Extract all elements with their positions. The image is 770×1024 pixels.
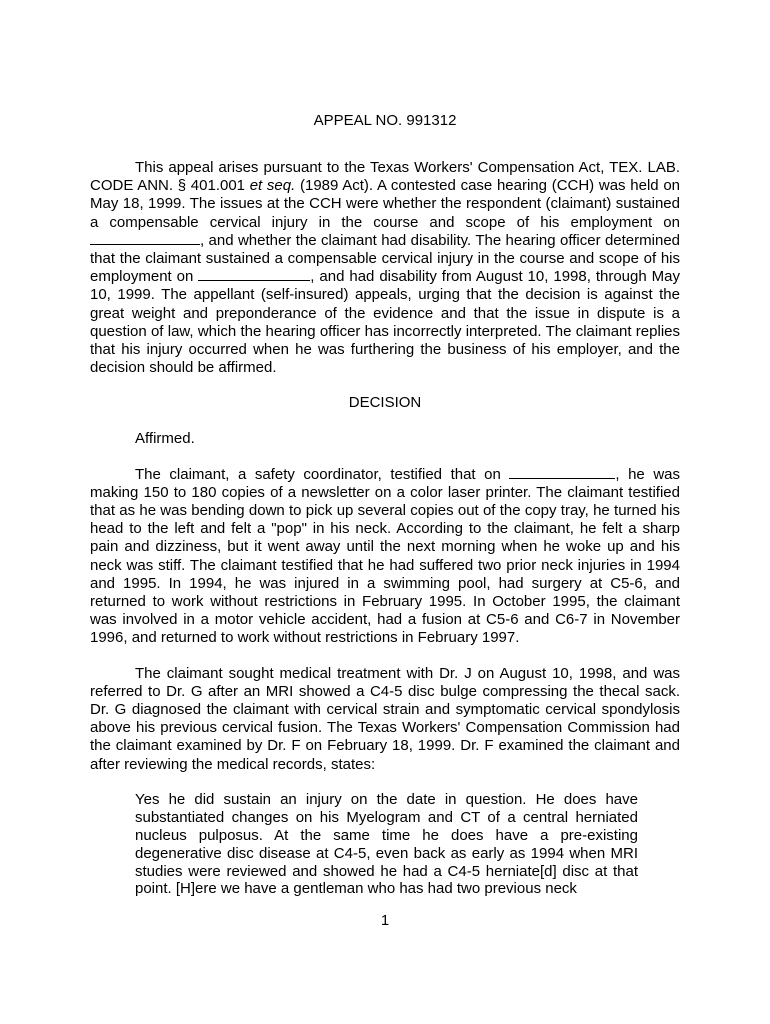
intro-text-4: , and had disability from August 10, 1998, through May 10, 1999. The appellant (self-insured) appeals, urging that the decision is against the great weight and preponderance of the evidence and that the issue in dispute is a question of law, which the hearing officer has incorrectly interpreted. The claimant replies that his injury occurred when he was furthering the business of his employer, and the decision should be affirmed. — [90, 268, 680, 377]
document-page — [90, 112, 680, 898]
intro-italic: et seq. — [249, 177, 296, 195]
block-quote: Yes he did sustain an injury on the date in question. He does have substantiated changes on his Myelogram and CT of a central herniated nucleus pulposus. At the same time he does have a pre-existing degenerative disc disease at C4-5, even back as early as 1994 when MRI studies were reviewed and showed he had a C4-5 herniate[d] disc at that point. [H]ere we have a gentleman who has had two previous neck — [135, 790, 638, 898]
intro-paragraph — [90, 159, 680, 377]
redacted-date-blank — [198, 268, 310, 281]
facts-paragraph — [90, 466, 680, 648]
medical-paragraph: The claimant sought medical treatment with Dr. J on August 10, 1998, and was referred to Dr. G after an MRI showed a C4-5 disc bulge compressing the thecal sack. Dr. G diagnosed the claimant with cervical strain and symptomatic cervical spondylosis above his previous cervical fusion. The Texas Workers' Compensation Commission had the claimant examined by Dr. F on February 18, 1999. Dr. F examined the claimant and after reviewing the medical records, states: — [90, 664, 680, 773]
appeal-title: APPEAL NO. 991312 — [313, 112, 457, 129]
page-number: 1 — [380, 912, 390, 929]
intro-text-2: (1989 Act). A contested case hearing (CCH) was held on May 18, 1999. The issues at the CCH were whether the respondent (claimant) sustained a compensable cervical injury in the course and scope of his employment on — [90, 177, 681, 231]
decision-heading: DECISION — [348, 394, 422, 412]
intro-text-1: This appeal arises pursuant to the Texas Workers' Compensation Act, TEX. LAB. CODE ANN. § 401.001 — [90, 159, 680, 195]
redacted-date-blank — [509, 466, 615, 479]
affirmed-paragraph: Affirmed. — [135, 430, 195, 448]
intro-text-3: , and whether the claimant had disability. The hearing officer determined that the claimant sustained a compensable cervical injury in the course and scope of his employment on — [90, 231, 680, 286]
facts-text-1: The claimant, a safety coordinator, testified that on — [135, 465, 510, 483]
redacted-date-blank — [90, 232, 200, 245]
facts-text-2: , he was making 150 to 180 copies of a newsletter on a color laser printer. The claimant testified that as he was bending down to pick up several copies out of the copy tray, he turned his head to the left and felt a "pop" in his neck. According to the claimant, he felt a sharp pain and dizziness, but it went away until the next morning when he woke up and his neck was stiff. The claimant testified that he had suffered two prior neck injuries in 1994 and 1995. In 1994, he was injured in a swimming pool, had surgery at C5-6, and returned to work without restrictions in February 1995. In October 1995, the claimant was involved in a motor vehicle accident, had a fusion at C5-6 and C6-7 in November 1996, and returned to work without restrictions in February 1997. — [90, 465, 680, 647]
